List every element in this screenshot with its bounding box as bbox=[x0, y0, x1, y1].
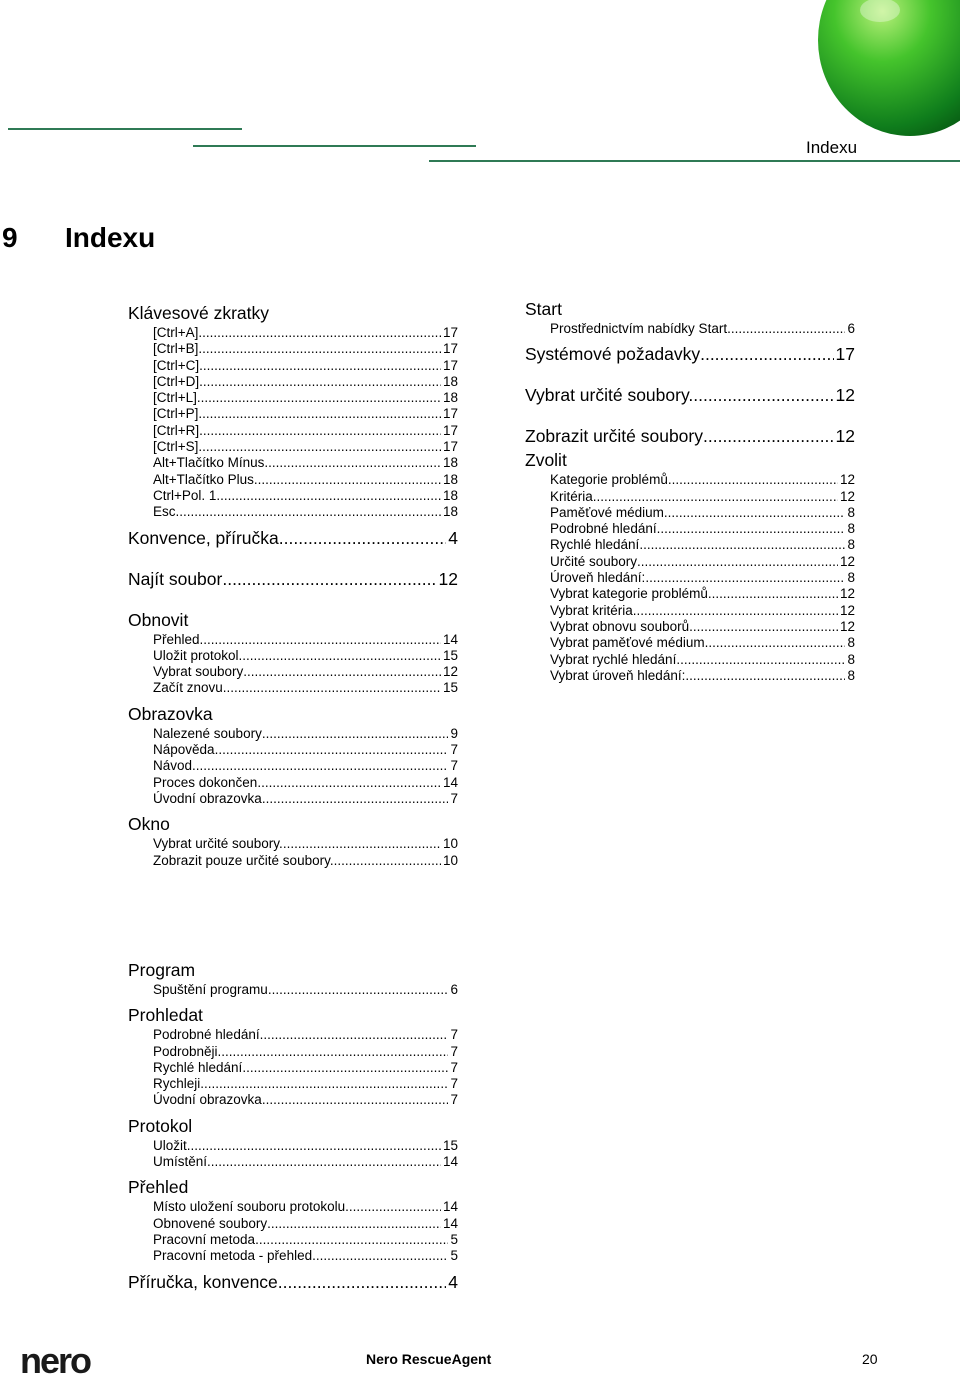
index-term: Umístění bbox=[153, 1154, 208, 1170]
index-page-number: 9 bbox=[450, 725, 458, 741]
index-page-number: 7 bbox=[450, 742, 458, 758]
dot-leader bbox=[216, 488, 441, 504]
dot-leader bbox=[199, 374, 441, 390]
index-heading bbox=[128, 1004, 458, 1026]
index-subentry bbox=[128, 504, 458, 520]
index-page-number: 18 bbox=[442, 487, 458, 503]
index-page-number: 17 bbox=[442, 325, 458, 340]
index-page-number: 8 bbox=[847, 521, 855, 537]
index-page-number: 15 bbox=[442, 680, 458, 696]
index-subentry bbox=[128, 358, 458, 374]
index-term: Vybrat určité soubory. bbox=[525, 385, 694, 406]
index-term: Vybrat obnovu souborů bbox=[550, 618, 690, 634]
index-page-number: 7 bbox=[450, 1059, 458, 1075]
index-spacer bbox=[525, 406, 855, 423]
svg-text:nero: nero bbox=[20, 1346, 91, 1376]
header-rule bbox=[429, 160, 960, 162]
index-term: Úroveň hledání: bbox=[550, 570, 646, 586]
dot-leader bbox=[222, 568, 436, 590]
index-heading bbox=[128, 568, 458, 590]
index-term: Prostřednictvím nabídky Start bbox=[550, 321, 728, 336]
index-heading bbox=[525, 343, 855, 365]
index-subentry bbox=[128, 1248, 458, 1264]
index-page-number: 8 bbox=[847, 537, 855, 553]
index-term: Nalezené soubory bbox=[153, 725, 262, 741]
index-term: [Ctrl+R] bbox=[153, 422, 200, 438]
index-subentry bbox=[128, 1138, 458, 1154]
dot-leader bbox=[664, 505, 846, 521]
index-term: Alt+Tlačítko Plus bbox=[153, 471, 254, 487]
index-term: [Ctrl+A] bbox=[153, 325, 199, 340]
index-page-number: 14 bbox=[442, 1199, 458, 1215]
index-subentry bbox=[128, 325, 458, 341]
index-page-number: 7 bbox=[450, 1092, 458, 1108]
nero-logo bbox=[20, 1346, 134, 1376]
index-page-number: 17 bbox=[442, 439, 458, 455]
index-page-number: 8 bbox=[847, 667, 855, 683]
index-term: Uložit protokol bbox=[153, 647, 239, 663]
index-heading bbox=[128, 527, 458, 549]
index-term: Vybrat kritéria bbox=[550, 602, 633, 618]
index-term: Prohledat bbox=[128, 1005, 203, 1026]
index-subentry bbox=[128, 1216, 458, 1232]
dot-leader bbox=[198, 439, 441, 455]
dot-leader bbox=[593, 489, 838, 505]
index-page-number: 8 bbox=[847, 504, 855, 520]
index-term: Rychleji bbox=[153, 1076, 201, 1092]
index-heading bbox=[128, 959, 458, 981]
dot-leader bbox=[199, 423, 441, 439]
dot-leader bbox=[262, 791, 449, 807]
index-term: Vybrat úroveň hledání: bbox=[550, 667, 686, 683]
dot-leader bbox=[685, 668, 845, 684]
index-term: Pracovní metoda bbox=[153, 1231, 256, 1247]
index-heading bbox=[525, 425, 855, 447]
index-column-right bbox=[525, 296, 855, 684]
index-term: Zvolit bbox=[525, 450, 567, 471]
dot-leader bbox=[218, 1044, 449, 1060]
index-page-number: 12 bbox=[438, 568, 458, 589]
index-term: Začít znovu bbox=[153, 680, 223, 696]
index-term: Konvence, příručka bbox=[128, 527, 279, 548]
index-page-number: 18 bbox=[442, 471, 458, 487]
index-page-number: 12 bbox=[442, 664, 458, 680]
index-term: Podrobné hledání bbox=[153, 1027, 260, 1043]
dot-leader bbox=[239, 648, 441, 664]
index-page-number: 8 bbox=[847, 570, 855, 586]
dot-leader bbox=[200, 1076, 448, 1092]
index-term: Úvodní obrazovka bbox=[153, 790, 262, 806]
dot-leader bbox=[198, 406, 441, 422]
index-subentry bbox=[128, 632, 458, 648]
dot-leader bbox=[727, 321, 845, 337]
dot-leader bbox=[693, 384, 833, 406]
index-page-number: 4 bbox=[448, 1271, 458, 1292]
index-page-number: 14 bbox=[442, 1215, 458, 1231]
dot-leader bbox=[279, 527, 446, 549]
index-subentry bbox=[525, 321, 855, 337]
index-heading bbox=[128, 813, 458, 835]
index-term: Najít soubor bbox=[128, 568, 223, 589]
dot-leader bbox=[676, 652, 845, 668]
dot-leader bbox=[199, 358, 441, 374]
index-subentry bbox=[525, 489, 855, 505]
index-subentry bbox=[525, 505, 855, 521]
index-page-number: 12 bbox=[839, 488, 855, 504]
index-term: Příručka, konvence bbox=[128, 1271, 278, 1292]
index-term: Vybrat soubory bbox=[153, 664, 244, 680]
index-term: Okno bbox=[128, 814, 170, 835]
index-heading bbox=[128, 1115, 458, 1137]
index-page-number: 18 bbox=[442, 455, 458, 471]
index-term: Program bbox=[128, 960, 196, 980]
index-heading bbox=[525, 298, 855, 320]
index-subentry bbox=[128, 1199, 458, 1215]
index-term: Spuštění programu bbox=[153, 982, 268, 997]
dot-leader bbox=[700, 343, 833, 365]
index-page-number: 7 bbox=[450, 790, 458, 806]
index-term: Úvodní obrazovka bbox=[153, 1092, 262, 1108]
index-term: Klávesové zkratky bbox=[128, 303, 270, 323]
index-term: Start bbox=[525, 299, 562, 319]
index-term: Přehled bbox=[153, 631, 200, 647]
index-term: Uložit bbox=[153, 1137, 187, 1153]
footer-product-name: Nero RescueAgent bbox=[366, 1351, 492, 1367]
dot-leader bbox=[267, 1216, 441, 1232]
dot-leader bbox=[187, 1138, 441, 1154]
index-subentry bbox=[128, 341, 458, 357]
index-term: Místo uložení souboru protokolu bbox=[153, 1199, 346, 1215]
index-page-number: 6 bbox=[847, 321, 855, 336]
index-subentry bbox=[525, 472, 855, 488]
dot-leader bbox=[223, 680, 441, 696]
index-term: Rychlé hledání bbox=[153, 1059, 243, 1075]
index-heading bbox=[128, 1271, 458, 1293]
index-page-number: 12 bbox=[839, 602, 855, 618]
index-page-number: 18 bbox=[442, 373, 458, 389]
dot-leader bbox=[283, 836, 441, 852]
index-term: Protokol bbox=[128, 1115, 193, 1136]
index-subentry bbox=[525, 521, 855, 537]
chapter-title: Indexu bbox=[65, 222, 156, 253]
index-page-number: 10 bbox=[442, 836, 458, 852]
index-subentry bbox=[128, 791, 458, 807]
index-page-number: 8 bbox=[847, 635, 855, 651]
index-heading bbox=[525, 384, 855, 406]
index-subentry bbox=[128, 742, 458, 758]
dot-leader bbox=[264, 455, 441, 471]
index-term: Systémové požadavky bbox=[525, 344, 701, 365]
dot-leader bbox=[278, 1271, 446, 1293]
index-term: Podrobné hledání bbox=[550, 521, 657, 537]
index-page-number: 15 bbox=[442, 647, 458, 663]
index-subentry bbox=[525, 537, 855, 553]
index-term: Určité soubory bbox=[550, 553, 638, 569]
index-column-left-top bbox=[128, 300, 458, 869]
index-term: Esc bbox=[153, 504, 176, 520]
index-subentry bbox=[128, 1232, 458, 1248]
index-subentry bbox=[128, 1044, 458, 1060]
index-heading bbox=[525, 449, 855, 471]
dot-leader bbox=[257, 775, 441, 791]
index-term: Obrazovka bbox=[128, 703, 213, 724]
index-subentry bbox=[128, 982, 458, 998]
index-page-number: 18 bbox=[442, 504, 458, 520]
index-subentry bbox=[128, 853, 458, 869]
chapter-number: 9 bbox=[2, 222, 18, 253]
dot-leader bbox=[708, 586, 838, 602]
index-subentry bbox=[128, 439, 458, 455]
dot-leader bbox=[334, 853, 441, 869]
index-page-number: 17 bbox=[442, 406, 458, 422]
footer-page-number: 20 bbox=[862, 1351, 878, 1367]
dot-leader bbox=[268, 982, 449, 998]
index-page-number: 5 bbox=[450, 1248, 458, 1264]
index-term: [Ctrl+D] bbox=[153, 373, 200, 389]
index-page-number: 17 bbox=[442, 341, 458, 357]
index-term: Vybrat kategorie problémů bbox=[550, 586, 708, 602]
index-subentry bbox=[128, 374, 458, 390]
index-page-number: 7 bbox=[450, 758, 458, 774]
index-page-number: 4 bbox=[448, 527, 458, 548]
index-subentry bbox=[128, 726, 458, 742]
index-term: Vybrat určité soubory. bbox=[153, 836, 283, 852]
dot-leader bbox=[192, 758, 448, 774]
index-subentry bbox=[128, 664, 458, 680]
index-page-number: 12 bbox=[839, 618, 855, 634]
dot-leader bbox=[639, 537, 845, 553]
index-term: Nápověda bbox=[153, 742, 215, 758]
header-title: Indexu bbox=[806, 138, 858, 157]
dot-leader bbox=[176, 504, 441, 520]
index-subentry bbox=[128, 680, 458, 696]
index-heading bbox=[128, 302, 458, 324]
index-page-number: 12 bbox=[839, 586, 855, 602]
index-term: Ctrl+Pol. 1 bbox=[153, 487, 217, 503]
index-subentry bbox=[128, 758, 458, 774]
dot-leader bbox=[262, 1092, 449, 1108]
index-page-number: 7 bbox=[450, 1027, 458, 1043]
header-rule bbox=[8, 128, 242, 130]
index-page-number: 7 bbox=[450, 1076, 458, 1092]
dot-leader bbox=[254, 472, 441, 488]
index-page-number: 12 bbox=[839, 472, 855, 488]
index-subentry bbox=[128, 423, 458, 439]
index-subentry bbox=[525, 668, 855, 684]
header-rule bbox=[193, 145, 476, 147]
index-term: Vybrat rychlé hledání bbox=[550, 651, 677, 667]
dot-leader bbox=[197, 390, 441, 406]
index-page-number: 17 bbox=[442, 357, 458, 373]
index-subentry bbox=[128, 1076, 458, 1092]
index-term: Kategorie problémů bbox=[550, 472, 668, 488]
index-term: Proces dokončen bbox=[153, 774, 258, 790]
index-page-number: 15 bbox=[442, 1137, 458, 1153]
index-page-number: 6 bbox=[450, 982, 458, 997]
index-subentry bbox=[128, 775, 458, 791]
index-subentry bbox=[128, 1060, 458, 1076]
index-subentry bbox=[128, 836, 458, 852]
index-term: Paměťové médium bbox=[550, 504, 664, 520]
dot-leader bbox=[198, 341, 441, 357]
index-subentry bbox=[128, 648, 458, 664]
index-page-number: 8 bbox=[847, 651, 855, 667]
index-page-number: 12 bbox=[835, 426, 855, 447]
index-term: Kritéria bbox=[550, 488, 593, 504]
dot-leader bbox=[668, 472, 838, 488]
index-subentry bbox=[128, 1027, 458, 1043]
index-subentry bbox=[128, 406, 458, 422]
index-term: Zobrazit určité soubory bbox=[525, 426, 703, 447]
index-subentry bbox=[128, 1154, 458, 1170]
index-term: Pracovní metoda - přehled bbox=[153, 1248, 313, 1264]
index-term: [Ctrl+B] bbox=[153, 341, 199, 357]
index-spacer bbox=[128, 549, 458, 566]
index-term: Obnovit bbox=[128, 609, 189, 630]
index-page-number: 12 bbox=[839, 553, 855, 569]
index-term: Návod bbox=[153, 758, 193, 774]
index-page-number: 18 bbox=[442, 390, 458, 406]
index-spacer bbox=[128, 590, 458, 607]
dot-leader bbox=[645, 570, 845, 586]
index-page-number: 17 bbox=[835, 344, 855, 365]
index-term: Podrobněji bbox=[153, 1043, 218, 1059]
dot-leader bbox=[243, 664, 441, 680]
dot-leader bbox=[633, 603, 838, 619]
dot-leader bbox=[689, 619, 838, 635]
index-subentry bbox=[525, 586, 855, 602]
dot-leader bbox=[262, 726, 449, 742]
index-term: Vybrat paměťové médium. bbox=[550, 635, 709, 651]
index-page-number: 7 bbox=[450, 1043, 458, 1059]
index-term: [Ctrl+L] bbox=[153, 390, 197, 406]
dot-leader bbox=[198, 325, 441, 341]
index-page-number: 5 bbox=[450, 1231, 458, 1247]
index-term: [Ctrl+P] bbox=[153, 406, 199, 422]
index-heading bbox=[128, 1176, 458, 1198]
index-term: [Ctrl+C] bbox=[153, 357, 200, 373]
dot-leader bbox=[200, 632, 441, 648]
index-page-number: 10 bbox=[442, 852, 458, 868]
dot-leader bbox=[312, 1248, 448, 1264]
index-subentry bbox=[128, 488, 458, 504]
dot-leader bbox=[703, 425, 834, 447]
index-page-number: 17 bbox=[442, 422, 458, 438]
index-heading bbox=[128, 703, 458, 725]
index-term: Obnovené soubory bbox=[153, 1215, 268, 1231]
index-subentry bbox=[128, 1092, 458, 1108]
index-term: Alt+Tlačítko Mínus bbox=[153, 455, 265, 471]
index-page-number: 14 bbox=[442, 1154, 458, 1170]
index-term: Zobrazit pouze určité soubory. bbox=[153, 852, 334, 868]
index-page-number: 14 bbox=[442, 631, 458, 647]
index-spacer bbox=[525, 365, 855, 382]
index-subentry bbox=[525, 652, 855, 668]
index-subentry bbox=[525, 603, 855, 619]
index-term: Přehled bbox=[128, 1177, 189, 1198]
index-subentry bbox=[525, 619, 855, 635]
index-page-number: 14 bbox=[442, 774, 458, 790]
index-heading bbox=[128, 609, 458, 631]
index-subentry bbox=[128, 455, 458, 471]
green-drop-graphic bbox=[800, 0, 960, 140]
dot-leader bbox=[260, 1027, 449, 1043]
index-term: [Ctrl+S] bbox=[153, 439, 199, 455]
index-page-number: 12 bbox=[835, 385, 855, 406]
dot-leader bbox=[708, 635, 845, 651]
index-subentry bbox=[128, 390, 458, 406]
index-subentry bbox=[525, 635, 855, 651]
dot-leader bbox=[345, 1199, 441, 1215]
index-subentry bbox=[128, 472, 458, 488]
dot-leader bbox=[207, 1154, 441, 1170]
dot-leader bbox=[657, 521, 846, 537]
dot-leader bbox=[637, 554, 838, 570]
dot-leader bbox=[255, 1232, 448, 1248]
index-term: Rychlé hledání bbox=[550, 537, 640, 553]
index-column-left-bottom bbox=[128, 957, 458, 1293]
dot-leader bbox=[215, 742, 449, 758]
dot-leader bbox=[242, 1060, 448, 1076]
index-subentry bbox=[525, 554, 855, 570]
index-subentry bbox=[525, 570, 855, 586]
